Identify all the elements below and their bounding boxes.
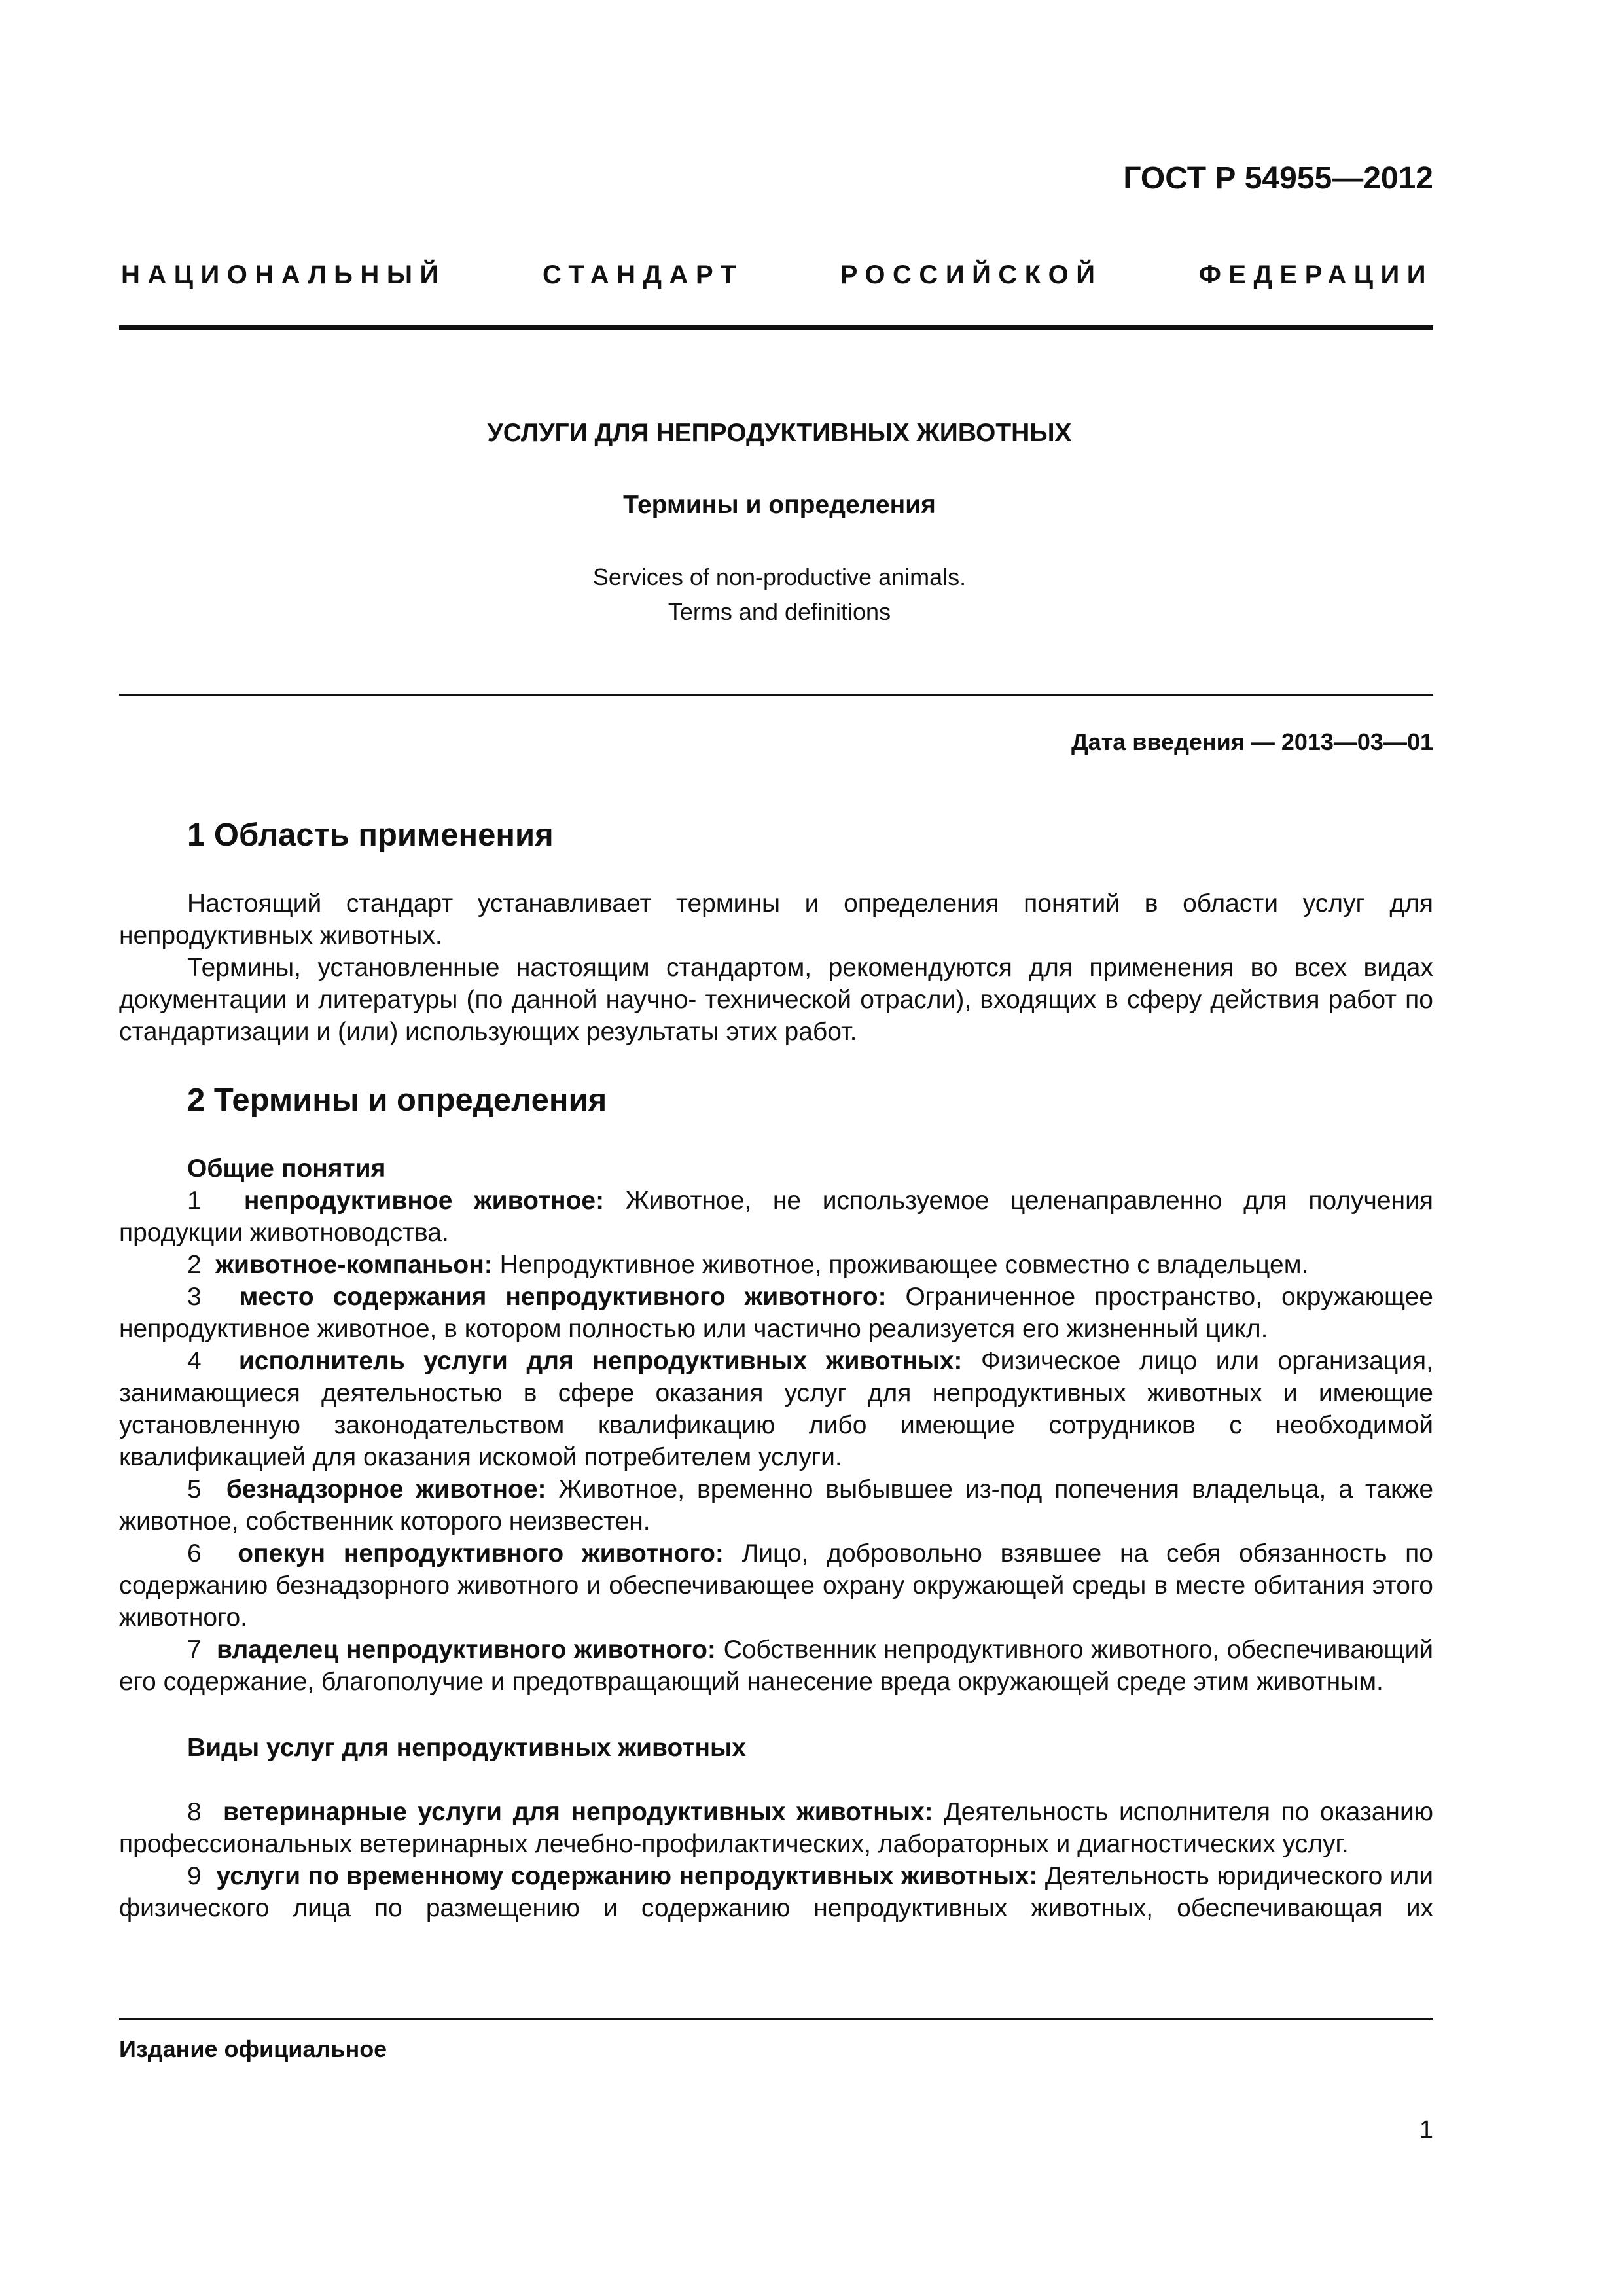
term-number: 4 <box>187 1347 202 1375</box>
term-number: 3 <box>187 1283 202 1311</box>
term-number: 9 <box>187 1862 202 1890</box>
document-title: УСЛУГИ ДЛЯ НЕПРОДУКТИВНЫХ ЖИВОТНЫХ <box>487 419 1072 447</box>
term-entry <box>119 1345 1433 1473</box>
term-definition: Деятельность исполнителя по оказанию профессиональных ветеринарных лечебно-профилактических, лабораторных и диагностических услуг. <box>119 1798 1433 1858</box>
section-1-paragraph-1: Настоящий стандарт устанавливает термины и определения понятий в области услуг для непродуктивных животных. <box>119 889 1433 950</box>
section-2-heading: 2 Термины и определения <box>187 1083 607 1118</box>
term-entry <box>119 1249 1433 1281</box>
term-definition: Физическое лицо или организация, занимающиеся деятельностью в сфере оказания услуг для непродуктивных животных и имеющие установленную законодательством квалификацию либо имеющие сотрудников с необходимой квалификацией для оказания искомой потребителем услуги. <box>119 1347 1433 1471</box>
introduction-date: Дата введения — 2013—03—01 <box>1071 728 1433 755</box>
term-definition: Деятельность юридического или физического лица по размещению и содержанию непродуктивных животных, обеспечивающая их <box>119 1862 1434 1922</box>
term-name: владелец непродуктивного животного: <box>217 1636 716 1664</box>
document-subtitle: Термины и определения <box>623 491 936 519</box>
term-definition: Животное, не используемое целенаправленно для получения продукции животноводства. <box>119 1187 1434 1247</box>
section-1-heading: 1 Область применения <box>187 817 554 853</box>
term-entry <box>119 1185 1433 1249</box>
national-standard-banner: НАЦИОНАЛЬНЫЙ СТАНДАРТ РОССИЙСКОЙ ФЕДЕРАЦИИ <box>121 260 1433 289</box>
term-entry <box>119 1860 1433 1924</box>
term-definition: Ограниченное пространство, окружающее непродуктивное животное, в котором полностью или частично реализуется его жизненный цикл. <box>119 1283 1433 1343</box>
term-number: 1 <box>187 1187 202 1215</box>
term-name: ветеринарные услуги для непродуктивных животных: <box>223 1798 933 1826</box>
english-title <box>0 560 1559 629</box>
group-heading-general: Общие понятия <box>187 1155 386 1183</box>
term-number: 5 <box>187 1475 202 1503</box>
term-name: безнадзорное животное: <box>226 1475 546 1503</box>
section-1-paragraph-2: Термины, установленные настоящим стандартом, рекомендуются для применения во всех видах документации и литературы (по данной научно- технической отрасли), входящих в сферу действия работ по стандартизации и (или) использующих результаты этих работ. <box>119 954 1433 1046</box>
term-entry <box>119 1796 1433 1860</box>
header-rule <box>119 325 1433 330</box>
term-name: услуги по временному содержанию непродуктивных животных: <box>216 1862 1038 1890</box>
term-number: 2 <box>187 1251 202 1279</box>
term-entry <box>119 1537 1433 1634</box>
standard-number: ГОСТ Р 54955—2012 <box>1123 161 1433 196</box>
group-heading-services: Виды услуг для непродуктивных животных <box>187 1734 747 1762</box>
term-name: непродуктивное животное: <box>243 1187 605 1215</box>
term-number: 7 <box>187 1636 202 1664</box>
term-entry <box>119 1473 1433 1537</box>
term-number: 6 <box>187 1539 202 1568</box>
term-definition: Лицо, добровольно взявшее на себя обязанность по содержанию безнадзорного животного и обеспечивающее охрану окружающей среды в месте обитания этого животного. <box>119 1539 1433 1632</box>
term-number: 8 <box>187 1798 202 1826</box>
term-definition: Собственник непродуктивного животного, обеспечивающий его содержание, благополучие и предотвращающий нанесение вреда окружающей среде этим животным. <box>119 1636 1434 1696</box>
title-rule <box>119 694 1433 696</box>
english-title-line-1: Services of non-productive animals. <box>592 564 967 590</box>
term-entry <box>119 1281 1433 1345</box>
term-name: исполнитель услуги для непродуктивных животных: <box>238 1347 963 1375</box>
term-entry <box>119 1634 1433 1698</box>
footer-rule <box>119 2018 1433 2020</box>
term-name: животное-компаньон: <box>215 1251 493 1279</box>
official-edition-label: Издание официальное <box>119 2036 387 2062</box>
english-title-line-2: Terms and definitions <box>668 598 891 625</box>
term-definition: Животное, временно выбывшее из-под попечения владельца, а также животное, собственник которого неизвестен. <box>119 1475 1434 1535</box>
term-definition: Непродуктивное животное, проживающее совместно с владельцем. <box>499 1251 1309 1279</box>
document-body <box>119 817 1433 1924</box>
page-number: 1 <box>1419 2116 1433 2144</box>
term-name: опекун непродуктивного животного: <box>238 1539 724 1568</box>
term-name: место содержания непродуктивного животного: <box>239 1283 887 1311</box>
